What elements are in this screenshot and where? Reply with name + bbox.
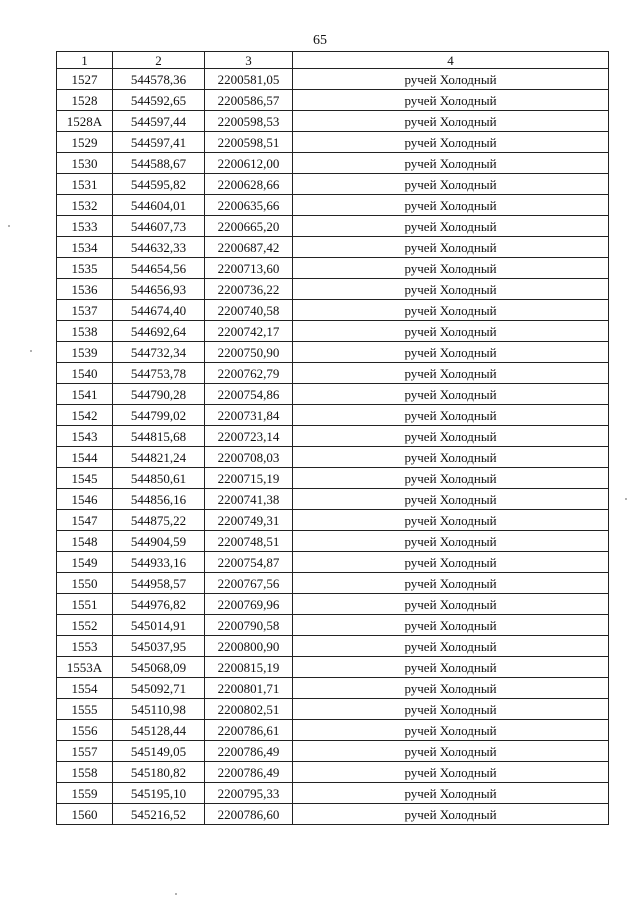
cell-description: ручей Холодный [293,594,609,615]
table-row [57,153,609,174]
table-row [57,300,609,321]
cell-point-number: 1552 [57,615,113,636]
cell-x-coordinate: 545110,98 [113,699,205,720]
cell-point-number: 1547 [57,510,113,531]
table-row [57,615,609,636]
cell-y-coordinate: 2200586,57 [205,90,293,111]
cell-description: ручей Холодный [293,258,609,279]
table-row [57,468,609,489]
cell-point-number: 1542 [57,405,113,426]
cell-y-coordinate: 2200708,03 [205,447,293,468]
cell-description: ручей Холодный [293,300,609,321]
table-row [57,510,609,531]
cell-x-coordinate: 545128,44 [113,720,205,741]
table-row [57,363,609,384]
table-row [57,657,609,678]
cell-point-number: 1527 [57,69,113,90]
table-row [57,720,609,741]
table-row [57,321,609,342]
cell-point-number: 1534 [57,237,113,258]
cell-x-coordinate: 544815,68 [113,426,205,447]
cell-description: ручей Холодный [293,741,609,762]
table-row [57,237,609,258]
cell-x-coordinate: 545149,05 [113,741,205,762]
cell-x-coordinate: 545092,71 [113,678,205,699]
cell-y-coordinate: 2200581,05 [205,69,293,90]
cell-point-number: 1529 [57,132,113,153]
cell-x-coordinate: 544654,56 [113,258,205,279]
cell-point-number: 1546 [57,489,113,510]
cell-y-coordinate: 2200742,17 [205,321,293,342]
cell-x-coordinate: 544656,93 [113,279,205,300]
cell-x-coordinate: 545037,95 [113,636,205,657]
table-row [57,531,609,552]
cell-x-coordinate: 544790,28 [113,384,205,405]
cell-point-number: 1550 [57,573,113,594]
table-row [57,489,609,510]
cell-description: ручей Холодный [293,90,609,111]
cell-y-coordinate: 2200665,20 [205,216,293,237]
table-row [57,69,609,90]
header-cell-point: 1 [57,52,113,69]
table-row [57,678,609,699]
table-body [57,69,609,825]
cell-y-coordinate: 2200715,19 [205,468,293,489]
cell-description: ручей Холодный [293,405,609,426]
cell-x-coordinate: 544799,02 [113,405,205,426]
cell-y-coordinate: 2200749,31 [205,510,293,531]
cell-description: ручей Холодный [293,783,609,804]
cell-x-coordinate: 544732,34 [113,342,205,363]
cell-description: ручей Холодный [293,636,609,657]
cell-y-coordinate: 2200786,61 [205,720,293,741]
cell-point-number: 1555 [57,699,113,720]
cell-y-coordinate: 2200598,53 [205,111,293,132]
cell-description: ручей Холодный [293,615,609,636]
cell-y-coordinate: 2200635,66 [205,195,293,216]
header-cell-description: 4 [293,52,609,69]
cell-x-coordinate: 544856,16 [113,489,205,510]
cell-x-coordinate: 545180,82 [113,762,205,783]
cell-point-number: 1553 [57,636,113,657]
cell-description: ручей Холодный [293,111,609,132]
cell-x-coordinate: 544597,41 [113,132,205,153]
cell-point-number: 1559 [57,783,113,804]
cell-description: ручей Холодный [293,804,609,825]
cell-y-coordinate: 2200786,60 [205,804,293,825]
cell-x-coordinate: 544850,61 [113,468,205,489]
cell-y-coordinate: 2200740,58 [205,300,293,321]
cell-point-number: 1541 [57,384,113,405]
cell-point-number: 1557 [57,741,113,762]
table-row [57,573,609,594]
cell-y-coordinate: 2200750,90 [205,342,293,363]
scan-speck [625,498,627,500]
cell-y-coordinate: 2200769,96 [205,594,293,615]
cell-point-number: 1533 [57,216,113,237]
cell-description: ручей Холодный [293,426,609,447]
cell-point-number: 1558 [57,762,113,783]
cell-point-number: 1549 [57,552,113,573]
cell-x-coordinate: 544976,82 [113,594,205,615]
cell-point-number: 1543 [57,426,113,447]
table-header [57,52,609,69]
cell-description: ручей Холодный [293,237,609,258]
cell-point-number: 1540 [57,363,113,384]
cell-y-coordinate: 2200687,42 [205,237,293,258]
cell-point-number: 1532 [57,195,113,216]
cell-y-coordinate: 2200762,79 [205,363,293,384]
cell-description: ручей Холодный [293,342,609,363]
table-row [57,216,609,237]
cell-point-number: 1528 [57,90,113,111]
cell-y-coordinate: 2200754,86 [205,384,293,405]
cell-x-coordinate: 544875,22 [113,510,205,531]
table-row [57,174,609,195]
cell-description: ручей Холодный [293,510,609,531]
cell-x-coordinate: 545068,09 [113,657,205,678]
cell-description: ручей Холодный [293,216,609,237]
cell-y-coordinate: 2200801,71 [205,678,293,699]
table-row [57,594,609,615]
table-row [57,279,609,300]
cell-x-coordinate: 545216,52 [113,804,205,825]
cell-point-number: 1545 [57,468,113,489]
cell-description: ручей Холодный [293,657,609,678]
cell-y-coordinate: 2200713,60 [205,258,293,279]
cell-x-coordinate: 544674,40 [113,300,205,321]
cell-description: ручей Холодный [293,363,609,384]
table-row [57,783,609,804]
cell-description: ручей Холодный [293,321,609,342]
header-row [57,52,609,69]
cell-description: ручей Холодный [293,678,609,699]
cell-point-number: 1531 [57,174,113,195]
cell-y-coordinate: 2200815,19 [205,657,293,678]
cell-point-number: 1556 [57,720,113,741]
cell-point-number: 1537 [57,300,113,321]
cell-y-coordinate: 2200790,58 [205,615,293,636]
cell-x-coordinate: 544597,44 [113,111,205,132]
cell-y-coordinate: 2200800,90 [205,636,293,657]
cell-x-coordinate: 544595,82 [113,174,205,195]
header-cell-x: 2 [113,52,205,69]
cell-point-number: 1548 [57,531,113,552]
cell-point-number: 1553А [57,657,113,678]
cell-description: ручей Холодный [293,195,609,216]
table-row [57,258,609,279]
table-row [57,342,609,363]
cell-x-coordinate: 544821,24 [113,447,205,468]
cell-point-number: 1554 [57,678,113,699]
table-row [57,741,609,762]
cell-description: ручей Холодный [293,132,609,153]
cell-x-coordinate: 544604,01 [113,195,205,216]
cell-y-coordinate: 2200767,56 [205,573,293,594]
coordinates-table [56,51,609,825]
cell-description: ручей Холодный [293,69,609,90]
table-row [57,699,609,720]
cell-point-number: 1539 [57,342,113,363]
table-row [57,90,609,111]
cell-x-coordinate: 544753,78 [113,363,205,384]
cell-y-coordinate: 2200786,49 [205,741,293,762]
cell-y-coordinate: 2200736,22 [205,279,293,300]
table-row [57,111,609,132]
table-row [57,405,609,426]
cell-x-coordinate: 544933,16 [113,552,205,573]
cell-description: ручей Холодный [293,447,609,468]
cell-description: ручей Холодный [293,552,609,573]
cell-y-coordinate: 2200598,51 [205,132,293,153]
scan-speck [8,225,10,227]
cell-description: ручей Холодный [293,573,609,594]
cell-y-coordinate: 2200795,33 [205,783,293,804]
cell-x-coordinate: 544607,73 [113,216,205,237]
cell-y-coordinate: 2200731,84 [205,405,293,426]
cell-point-number: 1538 [57,321,113,342]
cell-x-coordinate: 544958,57 [113,573,205,594]
table-row [57,447,609,468]
cell-point-number: 1528А [57,111,113,132]
scan-speck [175,893,177,895]
cell-point-number: 1544 [57,447,113,468]
cell-point-number: 1535 [57,258,113,279]
table-row [57,384,609,405]
cell-description: ручей Холодный [293,531,609,552]
table-row [57,762,609,783]
scan-speck [30,350,32,352]
table-row [57,636,609,657]
cell-point-number: 1536 [57,279,113,300]
table-row [57,426,609,447]
cell-y-coordinate: 2200612,00 [205,153,293,174]
cell-description: ручей Холодный [293,174,609,195]
cell-y-coordinate: 2200754,87 [205,552,293,573]
cell-x-coordinate: 545014,91 [113,615,205,636]
cell-x-coordinate: 544578,36 [113,69,205,90]
cell-description: ручей Холодный [293,762,609,783]
cell-point-number: 1551 [57,594,113,615]
table-row [57,552,609,573]
cell-x-coordinate: 544692,64 [113,321,205,342]
cell-description: ручей Холодный [293,489,609,510]
cell-x-coordinate: 544588,67 [113,153,205,174]
cell-y-coordinate: 2200723,14 [205,426,293,447]
page-number: 65 [313,33,327,48]
cell-description: ручей Холодный [293,153,609,174]
cell-y-coordinate: 2200786,49 [205,762,293,783]
cell-description: ручей Холодный [293,279,609,300]
cell-point-number: 1560 [57,804,113,825]
cell-y-coordinate: 2200748,51 [205,531,293,552]
cell-description: ручей Холодный [293,699,609,720]
cell-description: ручей Холодный [293,468,609,489]
cell-x-coordinate: 544904,59 [113,531,205,552]
cell-description: ручей Холодный [293,384,609,405]
table-row [57,132,609,153]
cell-description: ручей Холодный [293,720,609,741]
cell-y-coordinate: 2200741,38 [205,489,293,510]
cell-x-coordinate: 544592,65 [113,90,205,111]
cell-x-coordinate: 544632,33 [113,237,205,258]
cell-x-coordinate: 545195,10 [113,783,205,804]
table-row [57,195,609,216]
cell-y-coordinate: 2200628,66 [205,174,293,195]
table-row [57,804,609,825]
header-cell-y: 3 [205,52,293,69]
cell-y-coordinate: 2200802,51 [205,699,293,720]
cell-point-number: 1530 [57,153,113,174]
